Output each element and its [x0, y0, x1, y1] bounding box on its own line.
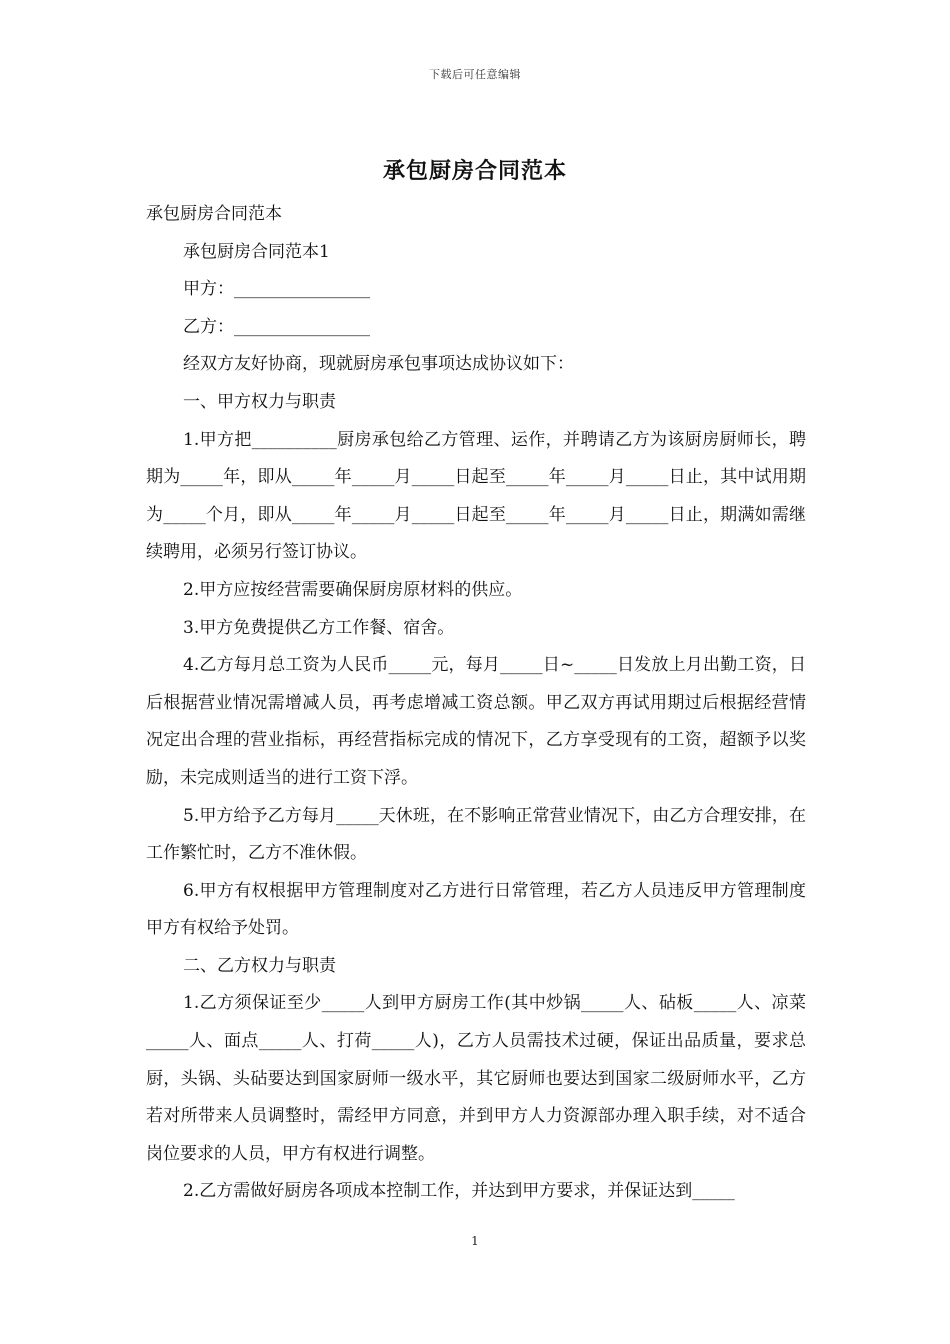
clause-2-2: 2.乙方需做好厨房各项成本控制工作，并达到甲方要求，并保证达到_____: [183, 1181, 735, 1202]
clause-1-2: 2.甲方应按经营需要确保厨房原材料的供应。: [183, 579, 523, 600]
paragraph-heading: 承包厨房合同范本1: [183, 241, 330, 262]
clause-1-1: 1.甲方把__________厨房承包给乙方管理、运作，并聘请乙方为该厨房厨师长，聘期为_____年，即从_____年_____月_____日起至_____年_____月_____日止，其中试用期为_____个月，即从_____年_____月_____日起至_____年_____月_____日止，期满如需继续聘用，必须另行签订协议。: [146, 429, 806, 563]
party-a-line: 甲方：________________: [183, 279, 370, 300]
document-title: 承包厨房合同范本: [382, 158, 567, 184]
clause-1-6: 6.甲方有权根据甲方管理制度对乙方进行日常管理，若乙方人员违反甲方管理制度甲方有权给予处罚。: [146, 880, 806, 939]
party-b-line: 乙方：________________: [183, 316, 370, 337]
clause-1-4: 4.乙方每月总工资为人民币_____元，每月_____日~_____日发放上月出勤工资，日后根据营业情况需增减人员，再考虑增减工资总额。甲乙双方再试用期过后根据经营情况定出合理的营业指标，再经营指标完成的情况下，乙方享受现有的工资，超额予以奖励，未完成则适当的进行工资下浮。: [146, 655, 806, 788]
page-number: 1: [471, 1234, 479, 1248]
section-heading-1: 一、甲方权力与职责: [183, 391, 336, 412]
document-body: [146, 196, 806, 1211]
clause-1-3: 3.甲方免费提供乙方工作餐、宿舍。: [183, 617, 455, 638]
section-heading-2: 二、乙方权力与职责: [183, 955, 336, 976]
paragraph-subtitle: 承包厨房合同范本: [146, 204, 282, 224]
paragraph-intro: 经双方友好协商，现就厨房承包事项达成协议如下：: [183, 354, 574, 375]
clause-2-1: 1.乙方须保证至少_____人到甲方厨房工作(其中炒锅_____人、砧板_____人、凉菜_____人、面点_____人、打荷_____人)，乙方人员需技术过硬，保证出品质量，要求总厨，头锅、头砧要达到国家厨师一级水平，其它厨师也要达到国家二级厨师水平，乙方若对所带来人员调整时，需经甲方同意，并到甲方人力资源部办理入职手续，对不适合岗位要求的人员，甲方有权进行调整。: [146, 993, 806, 1164]
clause-1-5: 5.甲方给予乙方每月_____天休班，在不影响正常营业情况下，由乙方合理安排，在工作繁忙时，乙方不准休假。: [146, 805, 806, 864]
header-note: 下载后可任意编辑: [429, 68, 521, 81]
